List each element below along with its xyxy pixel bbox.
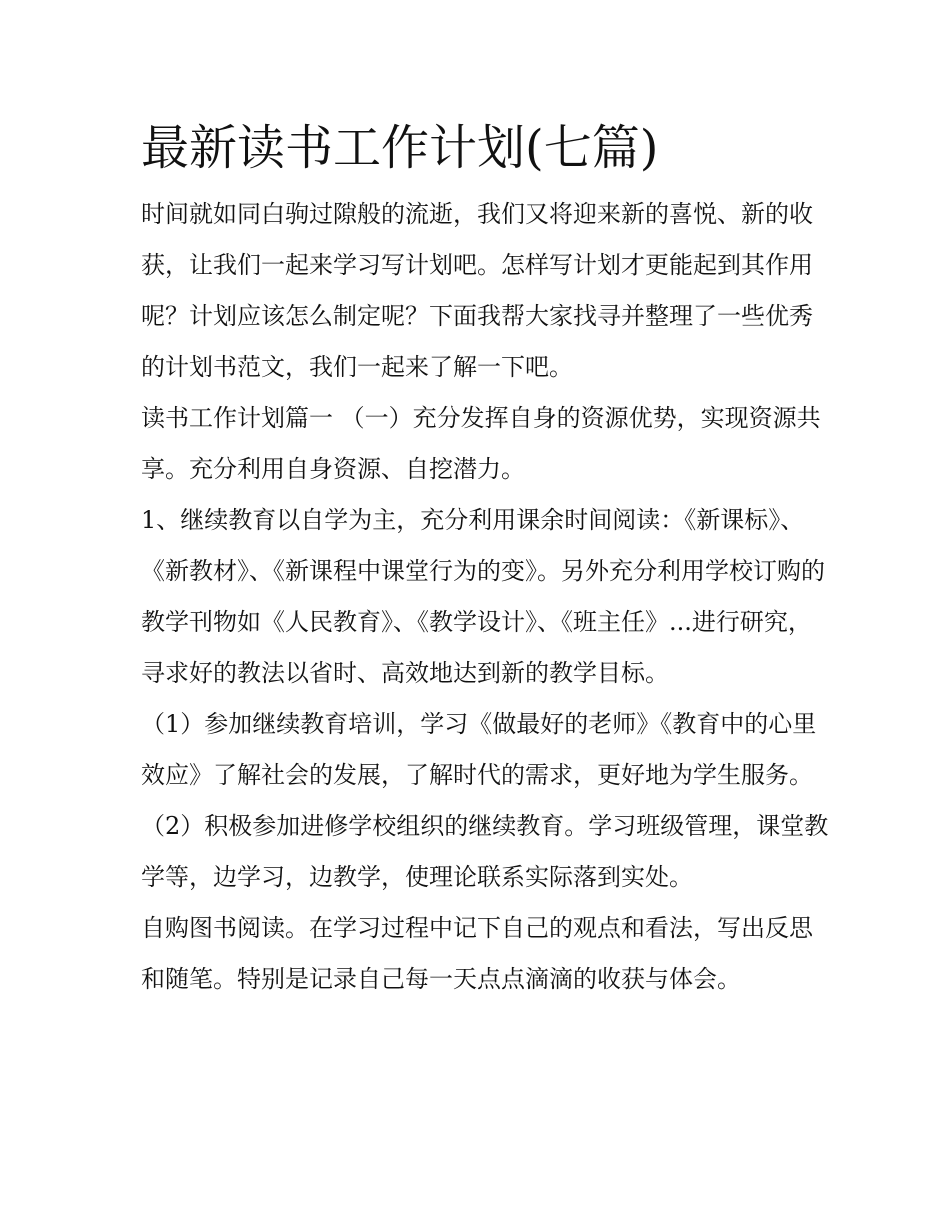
paragraph-intro: 时间就如同白驹过隙般的流逝，我们又将迎来新的喜悦、新的收获，让我们一起来学习写计划吧。怎样写计划才更能起到其作用呢？计划应该怎么制定呢？下面我帮大家找寻并整理了一些优秀的计划书范文，我们一起来了解一下吧。: [141, 200, 813, 381]
paragraph-item-1: 1、继续教育以自学为主，充分利用课余时间阅读：《新课标》、《新教材》、《新课程中课堂行为的变》。另外充分利用学校订购的教学刊物如《人民教育》、《教学设计》、《班主任》...进行研究，寻求好的教法以省时、高效地达到新的教学目标。: [141, 506, 825, 687]
paragraph-subitem-2: （2）积极参加进修学校组织的继续教育。学习班级管理，课堂教学等，边学习，边教学，使理论联系实际落到实处。: [141, 812, 829, 891]
document-title: 最新读书工作计划(七篇): [141, 120, 659, 176]
document-body: [141, 112, 831, 1005]
paragraph-section-one: 读书工作计划篇一 （一）充分发挥自身的资源优势，实现资源共享。充分利用自身资源、自挖潜力。: [141, 404, 821, 483]
paragraph-subitem-1: （1）参加继续教育培训，学习《做最好的老师》《教育中的心里效应》了解社会的发展，了解时代的需求，更好地为学生服务。: [141, 710, 817, 789]
paragraph-self-reading: 自购图书阅读。在学习过程中记下自己的观点和看法，写出反思和随笔。特别是记录自己每一天点点滴滴的收获与体会。: [141, 914, 813, 993]
